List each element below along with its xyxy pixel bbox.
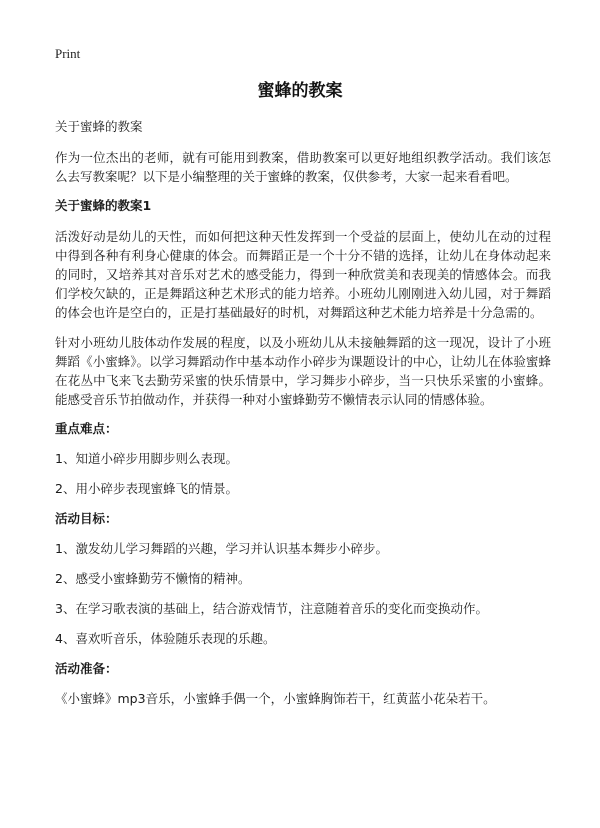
goal-item: 4、喜欢听音乐，体验随乐表现的乐趣。 [55, 631, 276, 646]
intro-paragraph: 作为一位杰出的老师，就有可能用到教案，借助教案可以更好地组织教学活动。我们该怎么去写教案呢？以下是小编整理的关于蜜蜂的教案，仅供参考，大家一起来看看吧。 [55, 150, 551, 184]
page-title: 蜜蜂的教案 [257, 81, 343, 101]
prep-text: 《小蜜蜂》mp3音乐，小蜜蜂手偶一个，小蜜蜂胸饰若干，红黄蓝小花朵若干。 [55, 691, 496, 706]
key-point-item: 2、用小碎步表现蜜蜂飞的情景。 [55, 481, 238, 496]
goal-item: 3、在学习歌表演的基础上，结合游戏情节，注意随着音乐的变化而变换动作。 [55, 601, 488, 616]
goal-item: 2、感受小蜜蜂勤劳不懒惰的精神。 [55, 571, 251, 586]
goals-heading: 活动目标： [55, 511, 118, 526]
document-subtitle: 关于蜜蜂的教案 [55, 119, 143, 134]
goal-item: 1、激发幼儿学习舞蹈的兴趣，学习并认识基本舞步小碎步。 [55, 541, 388, 556]
print-button[interactable]: Print [55, 46, 81, 61]
prep-heading: 活动准备： [55, 661, 118, 676]
key-point-item: 1、知道小碎步用脚步则么表现。 [55, 451, 238, 466]
key-points-heading: 重点难点： [55, 421, 118, 436]
section1-paragraph-1: 活泼好动是幼儿的天性，而如何把这种天性发挥到一个受益的层面上，使幼儿在动的过程中得到各种有利身心健康的体会。而舞蹈正是一个十分不错的选择，让幼儿在身体动起来的同时，又培养其对音乐对艺术的感受能力，得到一种欣赏美和表现美的情感体会。而我们学校欠缺的，正是舞蹈这种艺术形式的能力培养。小班幼儿刚刚进入幼儿园，对于舞蹈的体会也许是空白的，正是打基础最好的时机，对舞蹈这种艺术能力培养是十分急需的。 [55, 229, 551, 320]
section1-heading: 关于蜜蜂的教案1 [55, 198, 152, 213]
section1-paragraph-2: 针对小班幼儿肢体动作发展的程度，以及小班幼儿从未接触舞蹈的这一现况，设计了小班舞蹈《小蜜蜂》。以学习舞蹈动作中基本动作小碎步为课题设计的中心，让幼儿在体验蜜蜂在花丛中飞来飞去勤劳采蜜的快乐情景中，学习舞步小碎步，当一只快乐采蜜的小蜜蜂。能感受音乐节拍做动作，并获得一种对小蜜蜂勤劳不懒情表示认同的情感体验。 [55, 335, 551, 407]
document-body [55, 118, 551, 720]
